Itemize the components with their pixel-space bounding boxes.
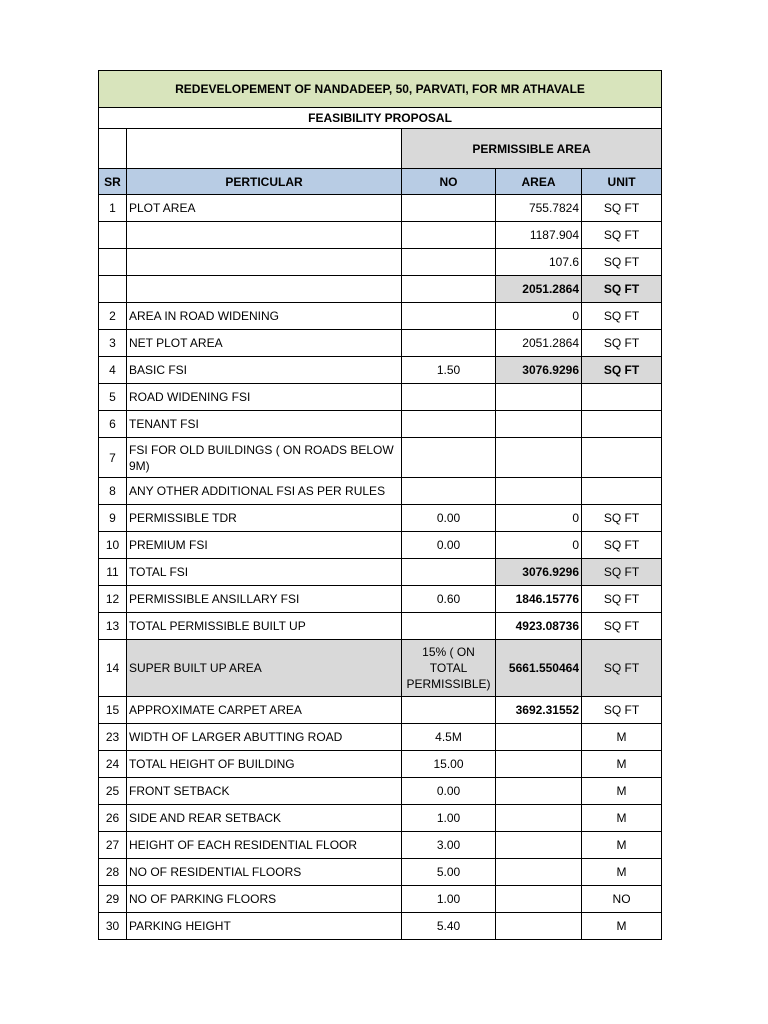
row-sr: 3: [99, 330, 127, 357]
table-row: [99, 886, 662, 913]
row-particular: NO OF PARKING FLOORS: [127, 886, 402, 913]
row-area: 4923.08736: [496, 613, 582, 640]
table-body: [99, 195, 662, 940]
row-unit: SQ FT: [582, 276, 662, 303]
row-no: [402, 276, 496, 303]
row-sr: 13: [99, 613, 127, 640]
row-unit: SQ FT: [582, 586, 662, 613]
row-sr: [99, 276, 127, 303]
row-sr: 26: [99, 805, 127, 832]
table-row: [99, 357, 662, 384]
row-particular: TOTAL HEIGHT OF BUILDING: [127, 751, 402, 778]
table-row: [99, 724, 662, 751]
row-no: [402, 559, 496, 586]
row-sr: 15: [99, 697, 127, 724]
row-no: [402, 330, 496, 357]
row-area: [496, 778, 582, 805]
row-unit: SQ FT: [582, 505, 662, 532]
row-sr: 29: [99, 886, 127, 913]
row-no: [402, 613, 496, 640]
row-unit: [582, 384, 662, 411]
row-area: 2051.2864: [496, 330, 582, 357]
table-row: [99, 276, 662, 303]
row-area: [496, 805, 582, 832]
row-sr: 4: [99, 357, 127, 384]
row-particular: PERMISSIBLE TDR: [127, 505, 402, 532]
row-area: 1187.904: [496, 222, 582, 249]
row-area: [496, 859, 582, 886]
row-particular: ROAD WIDENING FSI: [127, 384, 402, 411]
row-sr: 8: [99, 478, 127, 505]
column-header-particular: PERTICULAR: [127, 169, 402, 195]
table-row: [99, 697, 662, 724]
table-row: [99, 505, 662, 532]
column-header-no: NO: [402, 169, 496, 195]
row-area: 1846.15776: [496, 586, 582, 613]
row-unit: M: [582, 913, 662, 940]
column-header-unit: UNIT: [582, 169, 662, 195]
table-row: [99, 613, 662, 640]
table-row: [99, 384, 662, 411]
table-row: [99, 249, 662, 276]
row-no: 1.00: [402, 805, 496, 832]
row-area: 3076.9296: [496, 559, 582, 586]
row-sr: 11: [99, 559, 127, 586]
row-unit: SQ FT: [582, 640, 662, 697]
row-particular: AREA IN ROAD WIDENING: [127, 303, 402, 330]
row-particular: TOTAL FSI: [127, 559, 402, 586]
row-no: [402, 384, 496, 411]
row-unit: M: [582, 859, 662, 886]
row-unit: SQ FT: [582, 357, 662, 384]
row-unit: M: [582, 832, 662, 859]
row-sr: 14: [99, 640, 127, 697]
row-particular: FSI FOR OLD BUILDINGS ( ON ROADS BELOW 9M): [127, 438, 402, 478]
table-row: [99, 559, 662, 586]
row-no: [402, 249, 496, 276]
row-no: [402, 411, 496, 438]
row-area: 0: [496, 505, 582, 532]
row-particular: TENANT FSI: [127, 411, 402, 438]
table-row: [99, 640, 662, 697]
table-row: [99, 805, 662, 832]
row-sr: 1: [99, 195, 127, 222]
row-particular: PLOT AREA: [127, 195, 402, 222]
column-header-area: AREA: [496, 169, 582, 195]
row-no: 0.60: [402, 586, 496, 613]
feasibility-table: [98, 70, 662, 940]
row-area: [496, 886, 582, 913]
row-sr: 24: [99, 751, 127, 778]
row-sr: 12: [99, 586, 127, 613]
row-particular: BASIC FSI: [127, 357, 402, 384]
row-sr: 7: [99, 438, 127, 478]
row-sr: 6: [99, 411, 127, 438]
table-row: [99, 778, 662, 805]
row-sr: 9: [99, 505, 127, 532]
row-no: 0.00: [402, 505, 496, 532]
table-row: [99, 859, 662, 886]
permissible-area-header: PERMISSIBLE AREA: [402, 129, 662, 169]
row-unit: SQ FT: [582, 613, 662, 640]
row-area: [496, 832, 582, 859]
row-area: 0: [496, 303, 582, 330]
row-particular: HEIGHT OF EACH RESIDENTIAL FLOOR: [127, 832, 402, 859]
row-sr: 25: [99, 778, 127, 805]
blank-cell: [127, 129, 402, 169]
table-row: [99, 832, 662, 859]
row-unit: SQ FT: [582, 249, 662, 276]
document-subtitle: FEASIBILITY PROPOSAL: [99, 108, 662, 129]
table-row: [99, 586, 662, 613]
row-particular: FRONT SETBACK: [127, 778, 402, 805]
row-sr: 5: [99, 384, 127, 411]
table-row: [99, 438, 662, 478]
row-particular: [127, 276, 402, 303]
row-no: 15.00: [402, 751, 496, 778]
row-area: 755.7824: [496, 195, 582, 222]
row-area: 107.6: [496, 249, 582, 276]
row-area: [496, 411, 582, 438]
row-particular: PARKING HEIGHT: [127, 913, 402, 940]
table-row: [99, 913, 662, 940]
column-header-sr: SR: [99, 169, 127, 195]
row-particular: WIDTH OF LARGER ABUTTING ROAD: [127, 724, 402, 751]
row-no: [402, 222, 496, 249]
row-particular: [127, 222, 402, 249]
table-row: [99, 532, 662, 559]
row-no: [402, 697, 496, 724]
row-unit: SQ FT: [582, 559, 662, 586]
row-particular: SIDE AND REAR SETBACK: [127, 805, 402, 832]
row-sr: [99, 249, 127, 276]
row-unit: [582, 438, 662, 478]
row-no: 0.00: [402, 532, 496, 559]
row-particular: NET PLOT AREA: [127, 330, 402, 357]
row-no: [402, 195, 496, 222]
row-no: 15% ( ON TOTAL PERMISSIBLE): [402, 640, 496, 697]
row-unit: SQ FT: [582, 195, 662, 222]
row-unit: NO: [582, 886, 662, 913]
row-no: [402, 478, 496, 505]
row-sr: 28: [99, 859, 127, 886]
row-no: 4.5M: [402, 724, 496, 751]
row-unit: [582, 411, 662, 438]
row-no: 3.00: [402, 832, 496, 859]
row-unit: SQ FT: [582, 330, 662, 357]
row-unit: M: [582, 778, 662, 805]
row-sr: [99, 222, 127, 249]
row-particular: SUPER BUILT UP AREA: [127, 640, 402, 697]
blank-cell: [99, 129, 127, 169]
row-sr: 10: [99, 532, 127, 559]
table-row: [99, 222, 662, 249]
row-particular: NO OF RESIDENTIAL FLOORS: [127, 859, 402, 886]
row-area: 0: [496, 532, 582, 559]
row-area: 5661.550464: [496, 640, 582, 697]
row-particular: [127, 249, 402, 276]
row-sr: 27: [99, 832, 127, 859]
row-area: [496, 913, 582, 940]
row-no: 1.50: [402, 357, 496, 384]
row-unit: M: [582, 805, 662, 832]
row-no: [402, 303, 496, 330]
row-no: 1.00: [402, 886, 496, 913]
row-unit: SQ FT: [582, 303, 662, 330]
row-area: [496, 724, 582, 751]
row-no: 5.40: [402, 913, 496, 940]
row-unit: SQ FT: [582, 697, 662, 724]
row-area: [496, 751, 582, 778]
document-title: REDEVELOPEMENT OF NANDADEEP, 50, PARVATI, FOR MR ATHAVALE: [99, 71, 662, 108]
table-row: [99, 303, 662, 330]
row-area: 2051.2864: [496, 276, 582, 303]
row-area: 3076.9296: [496, 357, 582, 384]
table-row: [99, 330, 662, 357]
row-area: [496, 384, 582, 411]
row-unit: M: [582, 751, 662, 778]
row-particular: ANY OTHER ADDITIONAL FSI AS PER RULES: [127, 478, 402, 505]
table-row: [99, 195, 662, 222]
row-unit: SQ FT: [582, 222, 662, 249]
row-particular: PREMIUM FSI: [127, 532, 402, 559]
table-row: [99, 411, 662, 438]
row-particular: APPROXIMATE CARPET AREA: [127, 697, 402, 724]
row-area: [496, 438, 582, 478]
row-sr: 23: [99, 724, 127, 751]
row-unit: SQ FT: [582, 532, 662, 559]
row-no: [402, 438, 496, 478]
table-row: [99, 751, 662, 778]
row-particular: TOTAL PERMISSIBLE BUILT UP: [127, 613, 402, 640]
row-unit: M: [582, 724, 662, 751]
row-sr: 2: [99, 303, 127, 330]
table-row: [99, 478, 662, 505]
row-area: 3692.31552: [496, 697, 582, 724]
row-no: 5.00: [402, 859, 496, 886]
row-area: [496, 478, 582, 505]
row-no: 0.00: [402, 778, 496, 805]
row-unit: [582, 478, 662, 505]
row-particular: PERMISSIBLE ANSILLARY FSI: [127, 586, 402, 613]
row-sr: 30: [99, 913, 127, 940]
